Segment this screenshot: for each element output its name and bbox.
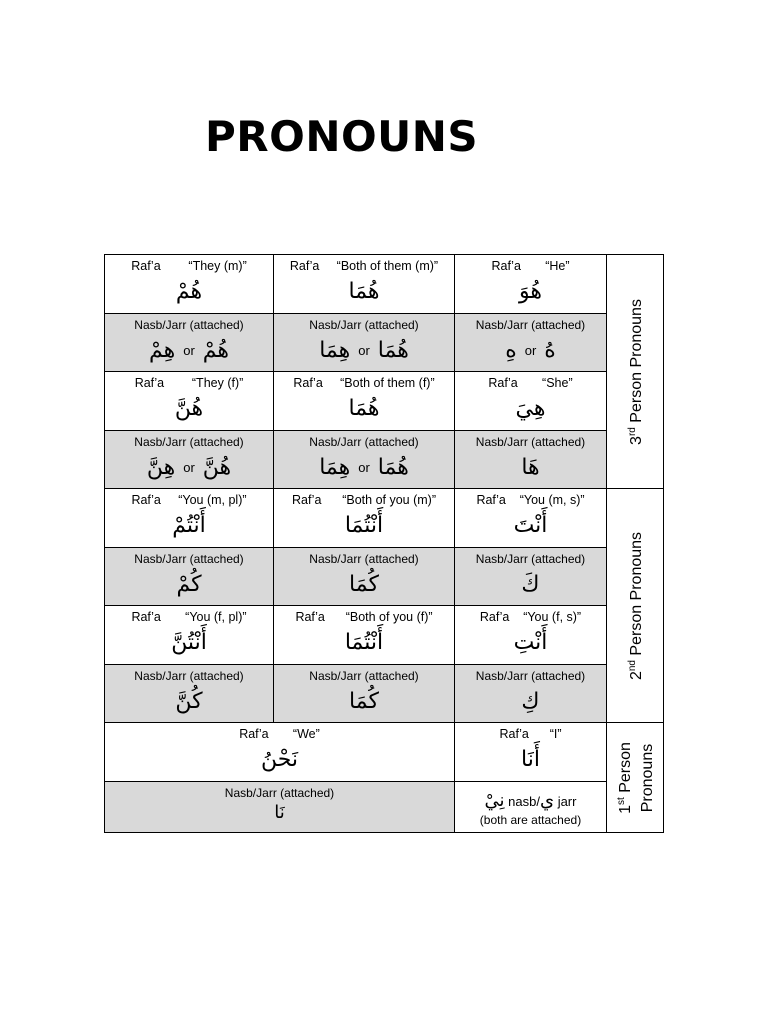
- arabic-pronoun: نَا: [274, 802, 285, 823]
- arabic-pronoun-pair: هِor هُ: [505, 338, 556, 363]
- arabic-pronoun: أَنْتُمْ: [172, 513, 206, 538]
- pronoun-cell: [274, 372, 455, 431]
- arabic-pronoun: هُمَا: [348, 396, 380, 421]
- table-row: [105, 723, 664, 782]
- case-label: Nasb/Jarr (attached): [475, 435, 586, 449]
- case-label: Nasb/Jarr (attached): [134, 552, 244, 566]
- pronoun-cell: [455, 489, 607, 548]
- case-label: Nasb/Jarr (attached): [475, 669, 586, 683]
- case-label: Nasb/Jarr (attached): [309, 669, 419, 683]
- case-label: Nasb/Jarr (attached): [475, 318, 586, 332]
- table-row: [105, 606, 664, 665]
- pronoun-cell: [274, 314, 455, 372]
- table-row: [105, 489, 664, 548]
- pronoun-cell: [105, 665, 274, 723]
- pronoun-cell: [105, 431, 274, 489]
- arabic-pronoun: هُنَّ: [174, 396, 204, 421]
- case-label: Raf’a “You (m, s)”: [476, 493, 585, 507]
- arabic-pronoun: كُنَّ: [175, 689, 203, 714]
- case-label: Nasb/Jarr (attached): [309, 435, 419, 449]
- arabic-pronoun: كُمَا: [349, 572, 379, 597]
- pronoun-cell: [455, 606, 607, 665]
- arabic-pronoun: أَنْتُمَا: [344, 630, 384, 655]
- pronoun-cell: [455, 431, 607, 489]
- pronoun-cell: [274, 431, 455, 489]
- arabic-pronoun-pair: هِمَا or هُمَا: [319, 338, 409, 363]
- case-label: Raf’a “Both of you (m)”: [291, 493, 437, 507]
- case-label: Raf’a “They (m)”: [131, 259, 247, 273]
- arabic-pronoun: هُمَا: [348, 279, 380, 304]
- table-row: [105, 255, 664, 314]
- table-row: [105, 372, 664, 431]
- case-label: Raf’a “Both of them (f)”: [293, 376, 435, 390]
- pronoun-cell: [274, 606, 455, 665]
- case-label: Nasb/Jarr (attached): [309, 318, 419, 332]
- arabic-pronoun: هُمْ: [175, 279, 203, 304]
- pronoun-cell: [105, 314, 274, 372]
- arabic-pronoun: هِيَ: [515, 396, 546, 421]
- side-label-second-person: [607, 489, 664, 723]
- pronoun-cell: [105, 548, 274, 606]
- arabic-pronoun: هَا: [521, 455, 540, 480]
- case-label: Raf’a “They (f)”: [134, 376, 244, 390]
- i-nasb-line: نِيْ nasb/ي jarr: [484, 790, 577, 811]
- case-label: Nasb/Jarr (attached): [134, 318, 244, 332]
- arabic-pronoun: أَنْتَ: [513, 513, 548, 538]
- table-row: [105, 431, 664, 489]
- pronoun-table: [104, 254, 664, 833]
- table-row: [105, 665, 664, 723]
- pronoun-cell: [274, 665, 455, 723]
- arabic-pronoun: أَنْتُمَا: [344, 513, 384, 538]
- side-label-text: 2nd Person Pronouns: [626, 531, 646, 680]
- case-label: Raf’a “You (f, s)”: [479, 610, 582, 624]
- pronoun-cell: [105, 606, 274, 665]
- pronoun-cell: [274, 548, 455, 606]
- arabic-pronoun: كَ: [521, 572, 540, 597]
- case-label: Raf’a “Both of you (f)”: [295, 610, 433, 624]
- arabic-pronoun: كِ: [521, 689, 540, 714]
- case-label: Nasb/Jarr (attached): [134, 669, 244, 683]
- pronoun-cell: [105, 489, 274, 548]
- pronoun-cell: [455, 665, 607, 723]
- arabic-pronoun-pair: هِنَّ or هُنَّ: [146, 455, 232, 480]
- pronoun-cell-i: [455, 723, 607, 782]
- case-label: Raf’a “You (f, pl)”: [131, 610, 247, 624]
- case-label: Nasb/Jarr (attached): [475, 552, 586, 566]
- case-label: Raf’a “He”: [491, 259, 570, 273]
- pronoun-cell-we: [105, 723, 455, 782]
- case-label: Nasb/Jarr (attached): [309, 552, 419, 566]
- case-label: Nasb/Jarr (attached): [224, 786, 335, 800]
- side-label-first-person: [607, 723, 664, 833]
- case-label: Raf’a “Both of them (m)”: [289, 259, 439, 273]
- attached-note: (both are attached): [479, 813, 582, 827]
- arabic-pronoun: هُوَ: [519, 279, 542, 304]
- pronoun-cell: [274, 489, 455, 548]
- arabic-pronoun: كُمَا: [349, 689, 379, 714]
- pronoun-cell: [105, 255, 274, 314]
- side-label-text: 3rd Person Pronouns: [626, 298, 646, 445]
- table-row: [105, 548, 664, 606]
- pronoun-cell: [105, 372, 274, 431]
- pronoun-cell: [455, 314, 607, 372]
- case-label: Raf’a “We”: [239, 727, 320, 741]
- table-row: [105, 314, 664, 372]
- arabic-pronoun: كُمْ: [176, 572, 202, 597]
- case-label: Raf’a “I”: [499, 727, 562, 741]
- arabic-pronoun: نَحْنُ: [260, 747, 299, 772]
- pronoun-cell-i-nasb: [455, 782, 607, 833]
- pronoun-cell: [455, 548, 607, 606]
- arabic-pronoun: أَنَا: [521, 747, 540, 772]
- case-label: Raf’a “You (m, pl)”: [131, 493, 247, 507]
- pronoun-cell: [455, 255, 607, 314]
- pronoun-cell: [274, 255, 455, 314]
- table-row: [105, 782, 664, 833]
- side-label-text: 1st Person Pronouns: [615, 741, 657, 814]
- pronoun-cell-we-nasb: [105, 782, 455, 833]
- arabic-pronoun: أَنْتِ: [513, 630, 548, 655]
- case-label: Raf’a “She”: [488, 376, 573, 390]
- side-label-third-person: [607, 255, 664, 489]
- arabic-pronoun-pair: هِمَا or هُمَا: [319, 455, 409, 480]
- page-title: PRONOUNS: [205, 112, 479, 161]
- arabic-pronoun: أَنْتُنَّ: [171, 630, 207, 655]
- arabic-pronoun-pair: هِمْ or هُمْ: [148, 338, 230, 363]
- case-label: Nasb/Jarr (attached): [134, 435, 244, 449]
- pronoun-cell: [455, 372, 607, 431]
